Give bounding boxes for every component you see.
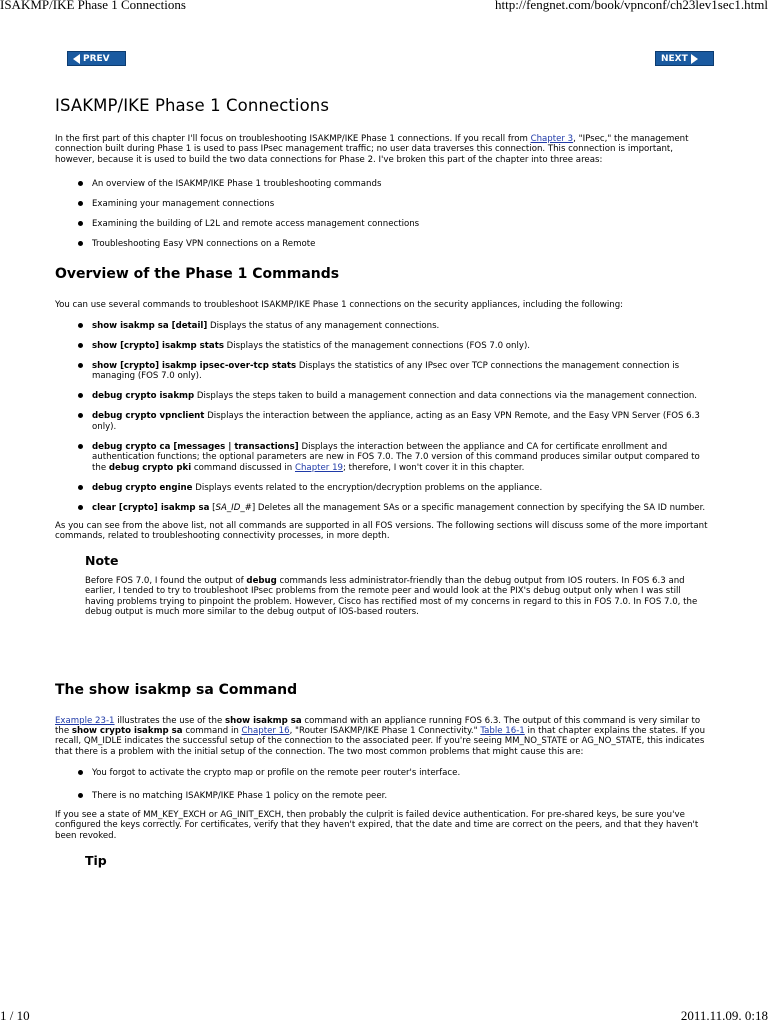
chapter-3-link[interactable]: Chapter 3	[530, 134, 574, 144]
section-heading-show-sa: The show isakmp sa Command	[55, 681, 298, 698]
browser-page-title: ISAKMP/IKE Phase 1 Connections	[0, 0, 186, 12]
arrow-left-icon	[73, 54, 80, 64]
overview-after: As you can see from the above list, not all commands are supported in all FOS versions. The following sections will discuss some of the more important commands, related to troubleshooting connectivity processes, in more depth.	[55, 521, 708, 542]
page-title: ISAKMP/IKE Phase 1 Connections	[55, 96, 330, 115]
chapter-16-link[interactable]: Chapter 16	[241, 725, 290, 736]
next-label: NEXT	[661, 53, 688, 64]
list-item: An overview of the ISAKMP/IKE Phase 1 troubleshooting commands	[55, 179, 710, 189]
table-16-1-link[interactable]: Table 16-1	[480, 725, 525, 736]
list-item: Troubleshooting Easy VPN connections on a Remote	[55, 239, 710, 249]
article	[55, 96, 710, 868]
prev-button[interactable]	[67, 51, 126, 66]
note-heading: Note	[85, 552, 119, 568]
list-item: show [crypto] isakmp stats Displays the statistics of the management connections (FOS 7.0 only).	[55, 341, 710, 351]
list-item: debug crypto isakmp Displays the steps taken to build a management connection and data connections via the management connection.	[55, 391, 710, 401]
list-item: clear [crypto] isakmp sa [SA_ID_#] Deletes all the management SAs or a specific management connection by specifying the SA ID number.	[55, 503, 710, 513]
list-item: There is no matching ISAKMP/IKE Phase 1 policy on the remote peer.	[55, 791, 710, 801]
list-item: You forgot to activate the crypto map or profile on the remote peer router's interface.	[55, 768, 710, 778]
example-23-1-link[interactable]: Example 23-1	[55, 715, 115, 726]
arrow-right-icon	[691, 54, 698, 64]
overview-lead: You can use several commands to troubleshoot ISAKMP/IKE Phase 1 connections on the security appliances, including the following:	[55, 299, 624, 310]
chapter-19-link[interactable]: Chapter 19	[294, 462, 344, 473]
page-url: http://fengnet.com/book/vpnconf/ch23lev1sec1.html	[495, 0, 768, 12]
list-item: debug crypto vpnclient Displays the interaction between the appliance, acting as an Easy VPN Remote, and the Easy VPN Server (FOS 6.3 only).	[55, 411, 710, 432]
list-item: debug crypto engine Displays events related to the encryption/decryption problems on the appliance.	[55, 483, 710, 493]
show-sa-paragraph: Example 23-1 illustrates the use of the show isakmp sa command with an appliance running FOS 6.3. The output of this command is very similar to the show crypto isakmp sa command in Chapter 16, "Router ISAKMP/IKE Phase 1 Connectivity." Table 16-1 in that chapter explains the states. If you recall, QM_IDLE indicates the successful setup of the connection to the associated peer. If you're seeing MM_NO_STATE or AG_NO_STATE, this indicates that there is a problem with the initial setup of the connection. The two most common problems that might cause this are:	[55, 715, 706, 757]
note-text: Before FOS 7.0, I found the output of debug commands less administrator-friendly than the debug output from IOS routers. In FOS 6.3 and earlier, I tended to try to troubleshoot IPsec problems from the remote peer and would look at the PIX's debug output only when I was still having problems trying to pinpoint the problem. However, Cisco has rectified most of my concerns in regard to this in FOS 7.0. In FOS 7.0, the debug output is much more similar to the debug output of IOS-based routers.	[85, 575, 698, 618]
list-item: show isakmp sa [detail] Displays the status of any management connections.	[55, 321, 710, 331]
tip-heading: Tip	[85, 853, 107, 869]
note-box	[85, 553, 710, 618]
print-date: 2011.11.09. 0:18	[680, 1008, 768, 1023]
show-sa-after: If you see a state of MM_KEY_EXCH or AG_INIT_EXCH, then probably the culprit is failed device authentication. For pre-shared keys, be sure you've configured the keys correctly. For certificates, verify that they haven't expired, that the date and time are correct on the peers, and that they haven't been revoked.	[55, 809, 699, 841]
page-counter: 1 / 10	[0, 1008, 30, 1023]
next-button[interactable]	[655, 51, 714, 66]
prev-label: PREV	[83, 53, 110, 64]
commands-list	[55, 321, 710, 513]
list-item: debug crypto ca [messages | transactions] Displays the interaction between the appliance and CA for certificate enrollment and authentication functions; the optional parameters are new in FOS 7.0. The 7.0 version of this command produces similar output compared to the debug crypto pki command discussed in Chapter 19; therefore, I won't cover it in this chapter.	[55, 442, 710, 473]
areas-list	[55, 179, 710, 249]
list-item: Examining your management connections	[55, 199, 710, 209]
problems-list	[55, 768, 710, 801]
list-item: Examining the building of L2L and remote access management connections	[55, 219, 710, 229]
section-heading-overview: Overview of the Phase 1 Commands	[55, 265, 340, 282]
tip-box	[85, 853, 710, 868]
list-item: show [crypto] isakmp ipsec-over-tcp stats Displays the statistics of any IPsec over TCP connections the management connection is managing (FOS 7.0 only).	[55, 361, 710, 382]
intro-paragraph: In the first part of this chapter I'll focus on troubleshooting ISAKMP/IKE Phase 1 connections. If you recall from Chapter 3, "IPsec," the management connection built during Phase 1 is used to pass IPsec management traffic; no user data traverses this connection. This connection is important, however, because it is used to build the two data connections for Phase 2. I've broken this part of the chapter into three areas:	[55, 134, 689, 165]
